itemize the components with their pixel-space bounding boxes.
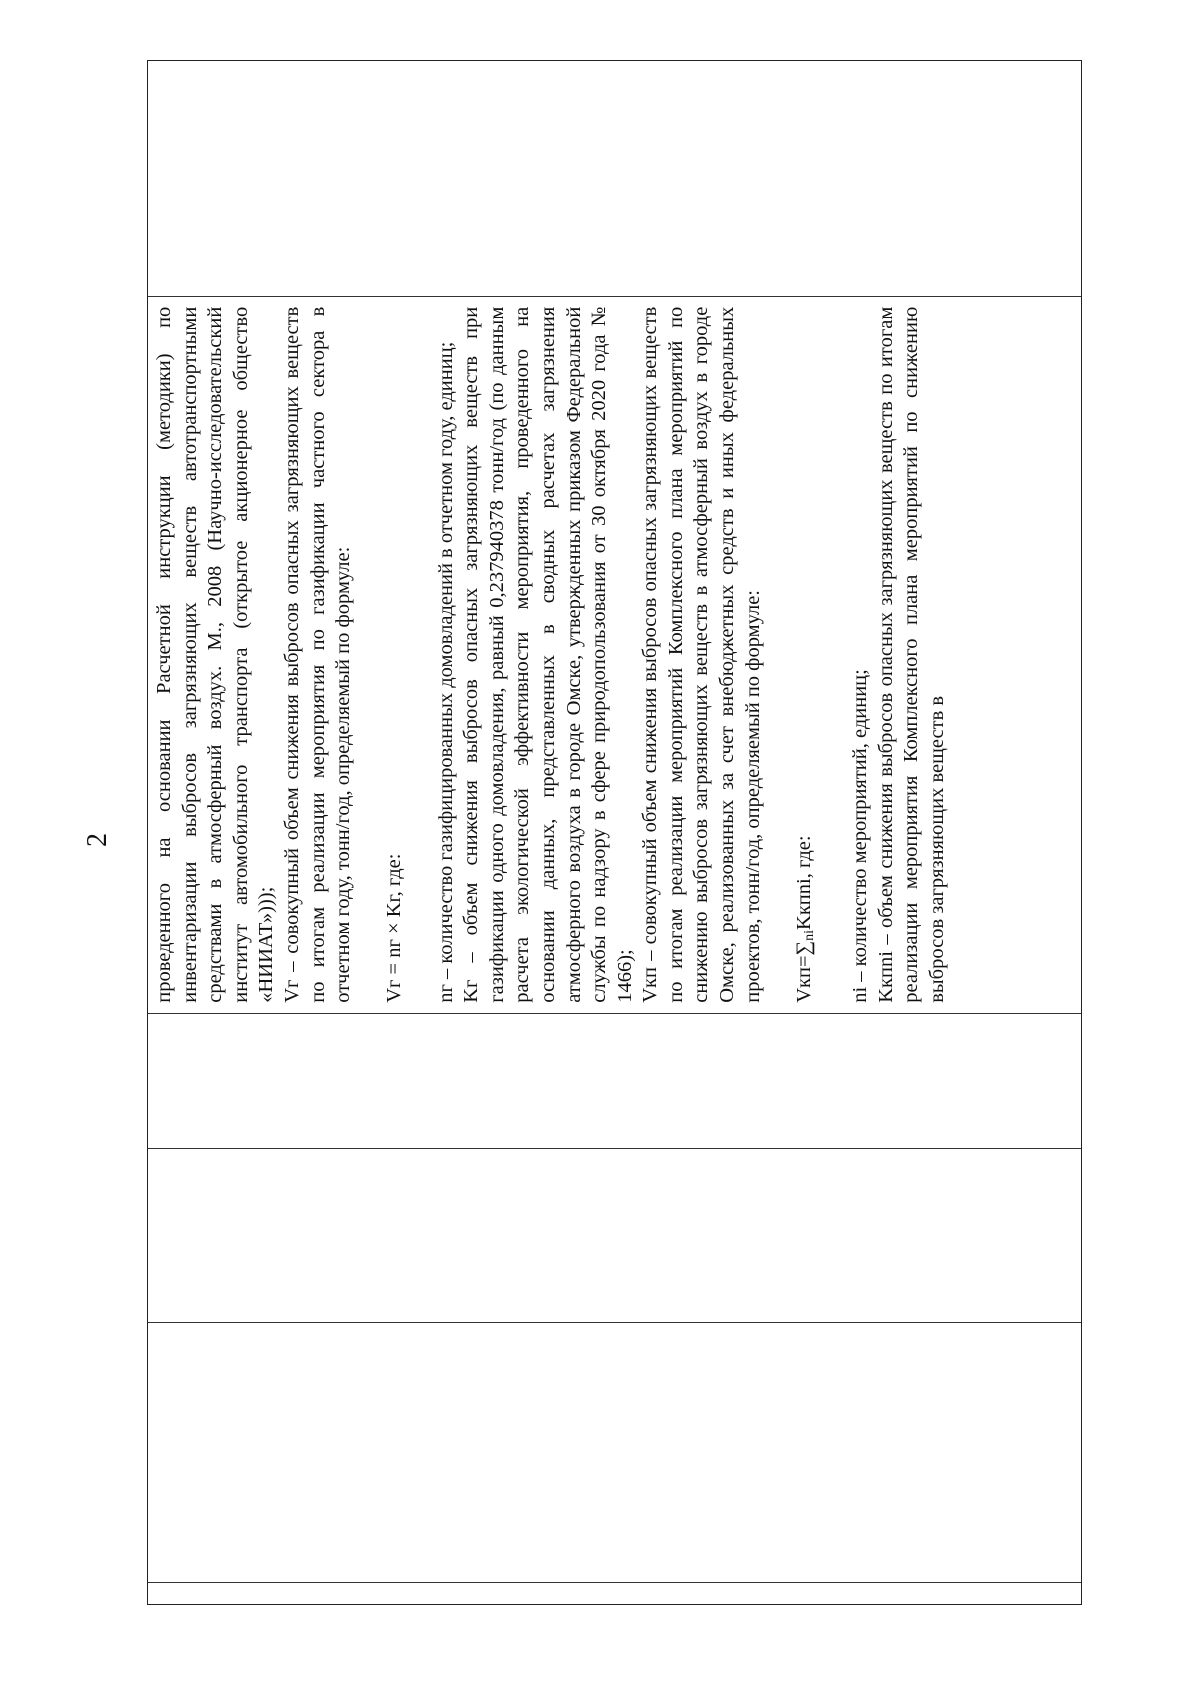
- table-column-methodology: [148, 296, 1081, 1013]
- paragraph-kkpni-definition: Kкпni – объем снижения выбросов опасных загрязняющих веществ по итогам реализации мероприятия Комплексного плана мероприятий по снижению выбросов загрязняющих веществ в: [874, 306, 948, 1003]
- formula-vkp-prefix: Vкп=∑: [792, 940, 815, 1003]
- paragraph-ni-definition: ni – количество мероприятий, единиц;: [849, 669, 872, 1003]
- table-wrapper: [147, 60, 1082, 1605]
- page-number: 2: [82, 833, 113, 847]
- formula-vg: Vг = nг × Kг, где:: [383, 853, 406, 1003]
- paragraph-vg-definition: Vг – совокупный объем снижения выбросов опасных загрязняющих веществ по итогам реализации мероприятия по газификации частного сектора в отчетном году, тонн/год, определяемый по формуле:: [280, 306, 355, 1003]
- paragraph-vkp-definition: Vкп – совокупный объем снижения выбросов опасных загрязняющих веществ по итогам реализации мероприятий Комплексного плана мероприятий по снижению выбросов загрязняющих веществ в атмосферный воздух в городе Омске, реализованных за счет внебюджетных средств и иных федеральных проектов, тонн/год, определяемый по формуле:: [639, 306, 764, 1003]
- rotated-table: [147, 60, 1082, 1605]
- methodology-text: [152, 307, 950, 1003]
- table-column-3: [148, 1148, 1081, 1323]
- formula-vkp-subscript: ni: [801, 929, 817, 941]
- table-column-6: [148, 61, 1081, 296]
- paragraph-ng-definition: nг – количество газифицированных домовладений в отчетном году, единиц;: [434, 341, 457, 1003]
- table-column-2: [148, 1322, 1081, 1582]
- formula-vkp-suffix: Kкпni, где:: [792, 835, 815, 930]
- formula-vkp: [792, 307, 823, 1003]
- paragraph-methodology-source: проведенного на основании Расчетной инструкции (методики) по инвентаризации выбросов загрязняющих веществ автотранспортными средствами в атмосферный воздух. М., 2008 (Научно-исследовательский институт автомобильного транспорта (открытое акционерное общество «НИИАТ»)));: [153, 306, 278, 1003]
- paragraph-kg-definition: Kг – объем снижения выбросов опасных загрязняющих веществ при газификации одного домовладения, равный 0,237940378 тонн/год (по данным расчета экологической эффективности мероприятия, проведенного на основании данных, представленных в сводных расчетах загрязнения атмосферного воздуха в городе Омске, утвержденных приказом Федеральной службы по надзору в сфере природопользования от 30 октября 2020 года № 1466);: [460, 306, 636, 1003]
- table-column-number: [148, 1582, 1081, 1604]
- table-column-4: [148, 1013, 1081, 1148]
